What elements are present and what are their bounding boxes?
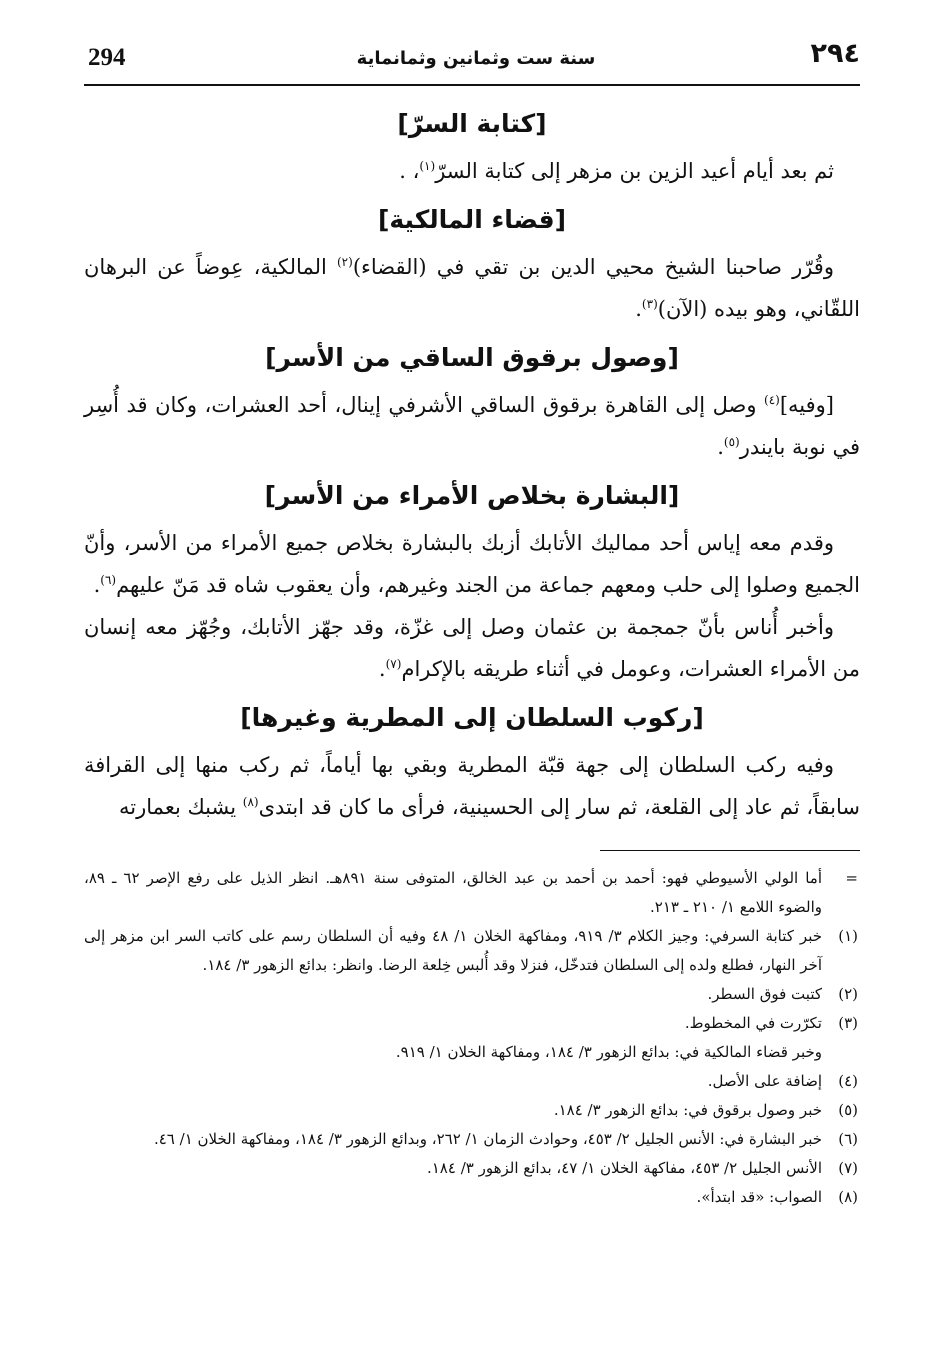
footnote-ref[interactable]: (١)	[419, 159, 436, 173]
footnote-text: الأنس الجليل ٢/ ٤٥٣، مفاكهة الخلان ١/ ٤٧، بدائع الزهور ٣/ ١٨٤.	[426, 1159, 822, 1177]
page-number-arabic: ٢٩٤	[810, 38, 860, 69]
paragraph: ثم بعد أيام أعيد الزين بن مزهر إلى كتابة السرّ$^{(١)}$، .	[399, 159, 834, 183]
section-heading: [البشارة بخلاص الأمراء من الأسر]	[264, 481, 680, 510]
paragraph: وقُرّر صاحبنا الشيخ محيي الدين بن تقي في (القضاء)$^{(٢)}$ المالكية، عِوضاً عن البرهان اللقّاني، وهو بيده (الآن)$^{(٣)}$.	[84, 255, 860, 321]
footnote-mark: =	[845, 869, 858, 887]
footnote	[84, 1154, 860, 1183]
running-title: سنة ست وثمانين وثمانماية	[356, 48, 596, 69]
paragraph: [وفيه]$^{(٤)}$ وصل إلى القاهرة برقوق الساقي الأشرفي إينال، أحد العشرات، وكان قد أُسِر في نوبة بايندر$^{(٥)}$.	[84, 393, 860, 459]
footnote-ref[interactable]: (٢)	[336, 255, 353, 269]
footnote-mark: (٦)	[838, 1130, 858, 1148]
paragraph: وقدم معه إياس أحد مماليك الأتابك أزبك بالبشارة بخلاص جميع الأمراء من الأسر، وأنّ الجميع وصلوا إلى حلب ومعهم جماعة من الجند وغيرهم، وأن يعقوب شاه قد مَنّ عليهم$^{(٦)}$.	[84, 531, 860, 597]
footnote	[84, 1125, 860, 1154]
footnote-ref[interactable]: (٤)	[764, 393, 780, 407]
header-rule	[84, 84, 860, 86]
footnote	[84, 1096, 860, 1125]
footnote-ref[interactable]: (٥)	[723, 435, 740, 449]
footnote	[84, 1038, 860, 1067]
footnote-mark: (٥)	[838, 1101, 858, 1119]
section-heading: [قضاء المالكية]	[377, 205, 567, 234]
section-heading: [كتابة السرّ]	[397, 109, 547, 138]
page-number-latin: 294	[88, 44, 126, 71]
footnote-separator	[600, 850, 860, 851]
footnote	[84, 1067, 860, 1096]
footnote	[84, 864, 860, 922]
footnote-mark	[822, 1038, 860, 1067]
footnote-text: خبر وصول برقوق في: بدائع الزهور ٣/ ١٨٤.	[553, 1101, 822, 1119]
footnote-mark: (٨)	[838, 1188, 858, 1206]
paragraph: وأخبر أُناس بأنّ جمجمة بن عثمان وصل إلى غزّة، وقد جهّز الأتابك، وجُهّز معه إنسان من الأمراء العشرات، وعومل في أثناء طريقه بالإكرام$^{(٧)}$.	[84, 615, 860, 681]
footnote-ref[interactable]: (٦)	[100, 573, 117, 587]
footnote-text: خبر البشارة في: الأنس الجليل ٢/ ٤٥٣، وحوادث الزمان ١/ ٢٦٢، وبدائع الزهور ٣/ ١٨٤، ومفاكهة الخلان ١/ ٤٦.	[153, 1130, 822, 1148]
footnote-text: خبر كتابة السرفي: وجيز الكلام ٣/ ٩١٩، ومفاكهة الخلان ١/ ٤٨ وفيه أن السلطان رسم على كاتب السر ابن مزهر إلى آخر النهار، فطلع ولده إلى السلطان فتدخّل، فنزلا وقد أُلبس خِلعة الرضا. وانظر: بدائع الزهور ٣/ ١٨٤.	[84, 927, 822, 974]
footnote-ref[interactable]: (٣)	[641, 297, 658, 311]
footnote-ref[interactable]: (٨)	[242, 795, 259, 809]
footnote	[84, 1183, 860, 1212]
section-heading: [ركوب السلطان إلى المطرية وغيرها]	[240, 703, 704, 732]
section-heading: [وصول برقوق الساقي من الأسر]	[265, 343, 679, 372]
footnote-text: كتبت فوق السطر.	[707, 985, 822, 1003]
footnote-mark: (١)	[838, 927, 858, 945]
footnote-text: وخبر قضاء المالكية في: بدائع الزهور ٣/ ١٨٤، ومفاكهة الخلان ١/ ٩١٩.	[395, 1043, 822, 1061]
main-text	[84, 100, 860, 828]
paragraph: وفيه ركب السلطان إلى جهة قبّة المطرية وبقي بها أياماً، ثم ركب منها إلى القرافة سابقاً، ثم عاد إلى القلعة، ثم سار إلى الحسينية، فرأى ما كان قد ابتدى$^{(٨)}$ يشبك بعمارته	[84, 753, 860, 819]
footnote	[84, 922, 860, 980]
footnote-text: تكرّرت في المخطوط.	[684, 1014, 822, 1032]
footnote-mark: (٢)	[838, 985, 858, 1003]
footnote-mark: (٣)	[838, 1014, 858, 1032]
footnote-mark: (٤)	[838, 1072, 858, 1090]
footnote	[84, 980, 860, 1009]
footnote	[84, 1009, 860, 1038]
footnotes	[84, 864, 860, 1212]
page-header	[88, 38, 864, 82]
footnote-mark: (٧)	[838, 1159, 858, 1177]
footnote-text: إضافة على الأصل.	[707, 1072, 822, 1090]
footnote-text: الصواب: «قد ابتدأ».	[696, 1188, 822, 1206]
footnote-text: أما الولي الأسيوطي فهو: أحمد بن أحمد بن عبد الخالق، المتوفى سنة ٨٩١هـ. انظر الذيل على رفع الإصر ٦٢ ـ ٨٩، والضوء اللامع ١/ ٢١٠ ـ ٢١٣.	[84, 869, 822, 916]
footnote-ref[interactable]: (٧)	[385, 657, 402, 671]
